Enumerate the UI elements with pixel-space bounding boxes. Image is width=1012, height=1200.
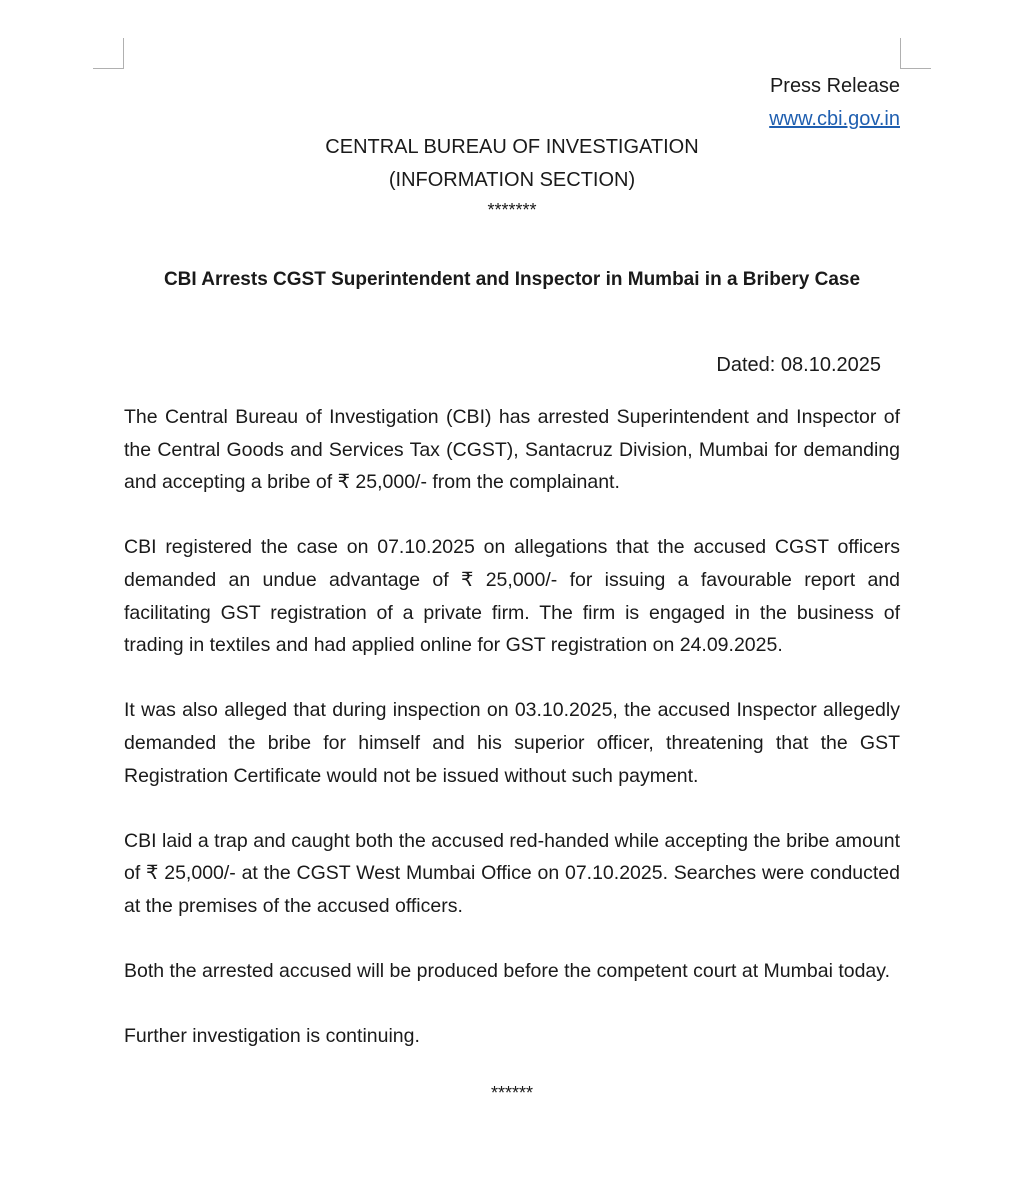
agency-name: CENTRAL BUREAU OF INVESTIGATION [325, 136, 699, 158]
paragraph-court: Both the arrested accused will be produced before the competent court at Mumbai today. [124, 960, 890, 983]
website-link[interactable]: www.cbi.gov.in [769, 108, 900, 130]
paragraph-trap: CBI laid a trap and caught both the accused red-handed while accepting the bribe amount of ₹ 25,000/- at the CGST West Mumbai Office on 07.10.2025. Searches were conducted at the premises of the accused officers. [124, 829, 900, 917]
headline: CBI Arrests CGST Superintendent and Inspector in Mumbai in a Bribery Case [163, 269, 861, 290]
paragraph-allegation: It was also alleged that during inspection on 03.10.2025, the accused Inspector allegedly demanded the bribe for himself and his superior officer, threatening that the GST Registration Certificate would not be issued without such payment. [124, 699, 900, 787]
date-line: Dated: 08.10.2025 [716, 354, 881, 376]
crop-mark-top-right [900, 38, 931, 69]
press-release-label: Press Release [769, 75, 900, 97]
body-text [124, 401, 900, 1085]
end-separator: ****** [490, 1083, 534, 1103]
header-separator: ******* [487, 200, 537, 220]
crop-mark-top-left [93, 38, 124, 69]
paragraph-case-registered: CBI registered the case on 07.10.2025 on allegations that the accused CGST officers demanded an undue advantage of ₹ 25,000/- for issuing a favourable report and facilitating GST registration of a private firm. The firm is engaged in the business of trading in textiles and had applied online for GST registration on 24.09.2025. [124, 536, 900, 657]
paragraph-arrest: The Central Bureau of Investigation (CBI) has arrested Superintendent and Inspector of the Central Goods and Services Tax (CGST), Santacruz Division, Mumbai for demanding and accepting a bribe of ₹ 25,000/- from the complainant. [124, 406, 900, 494]
press-release-header [769, 70, 900, 136]
agency-section: (INFORMATION SECTION) [388, 169, 636, 191]
paragraph-investigation: Further investigation is continuing. [124, 1025, 420, 1048]
